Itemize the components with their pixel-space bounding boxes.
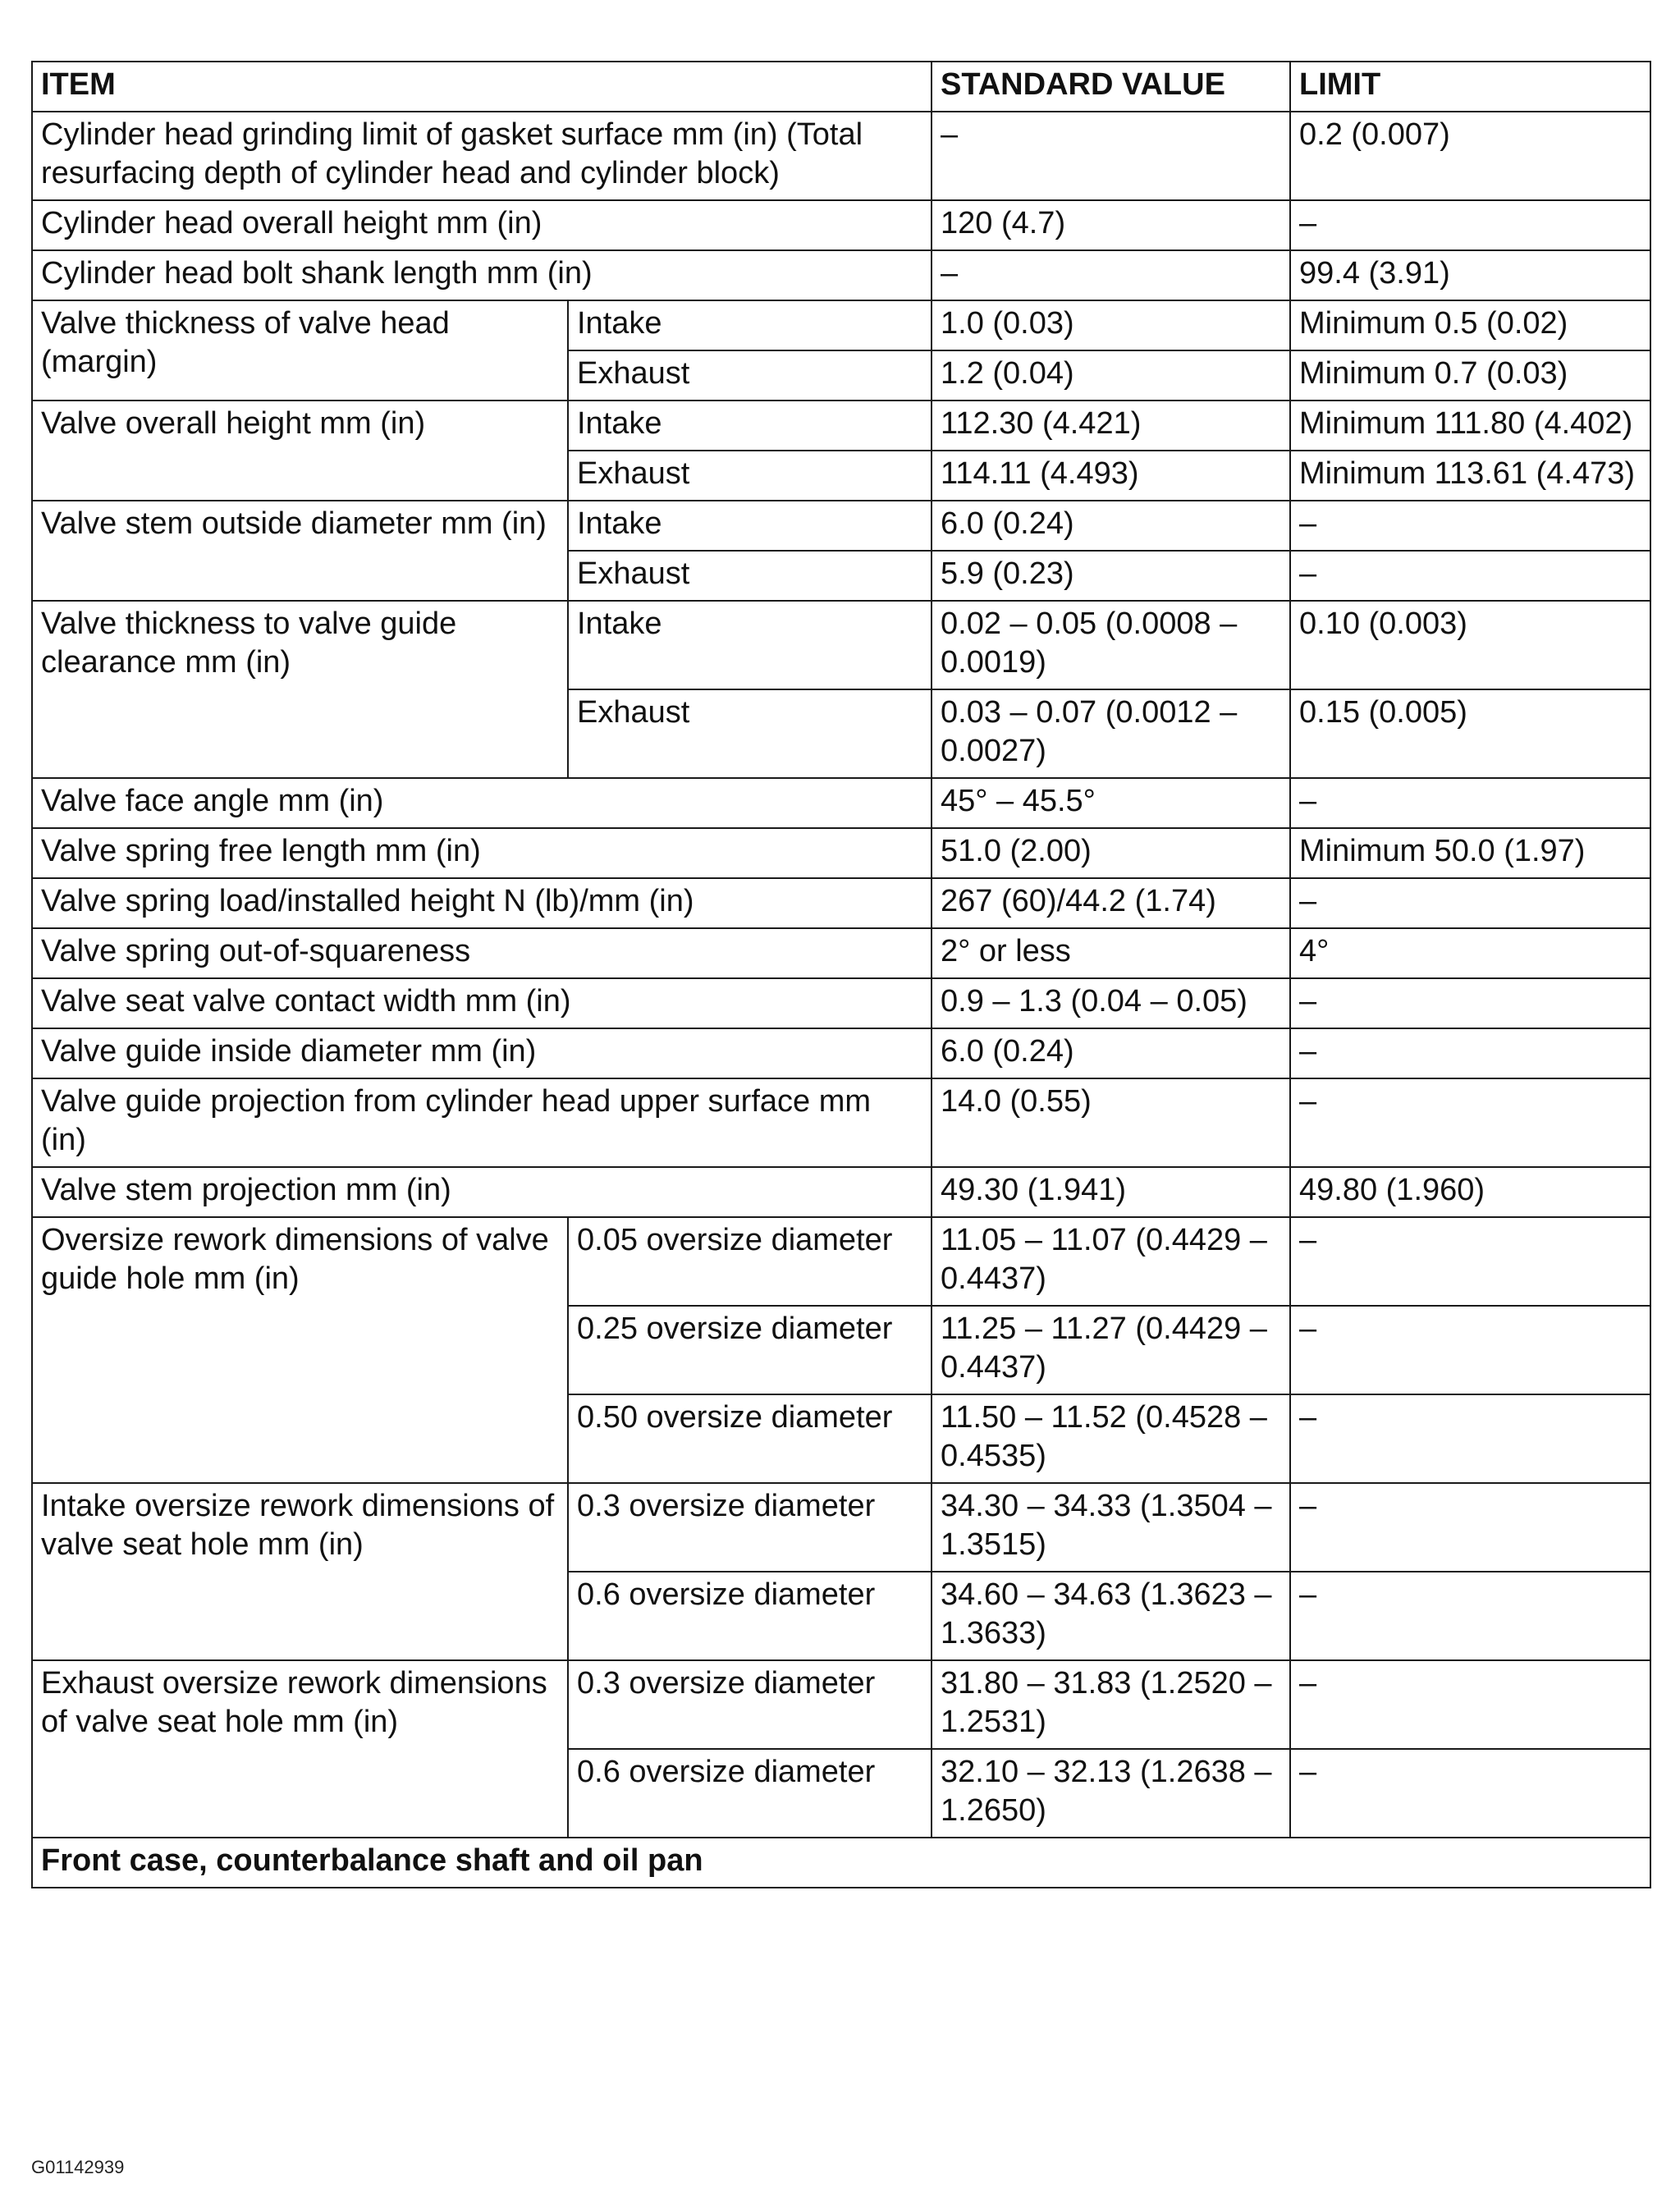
- limit-cell: Minimum 50.0 (1.97): [1290, 828, 1650, 878]
- type-cell: 0.3 oversize diameter: [568, 1483, 932, 1572]
- standard-value-cell: 34.30 – 34.33 (1.3504 – 1.3515): [932, 1483, 1290, 1572]
- limit-cell: –: [1290, 1660, 1650, 1749]
- standard-value-cell: 114.11 (4.493): [932, 451, 1290, 501]
- item-cell: Exhaust oversize rework dimensions of valve seat hole mm (in): [32, 1660, 568, 1838]
- limit-cell: –: [1290, 1483, 1650, 1572]
- limit-cell: –: [1290, 778, 1650, 828]
- table-row: [32, 250, 1650, 300]
- table-row: [32, 778, 1650, 828]
- table-row: [32, 501, 1650, 551]
- limit-cell: –: [1290, 1078, 1650, 1167]
- standard-value-cell: 34.60 – 34.63 (1.3623 – 1.3633): [932, 1572, 1290, 1660]
- standard-value-cell: 0.02 – 0.05 (0.0008 – 0.0019): [932, 601, 1290, 689]
- table-row: [32, 878, 1650, 928]
- limit-cell: –: [1290, 1394, 1650, 1483]
- table-row: [32, 1217, 1650, 1306]
- type-cell: 0.6 oversize diameter: [568, 1572, 932, 1660]
- type-cell: Exhaust: [568, 551, 932, 601]
- item-cell: Valve guide inside diameter mm (in): [32, 1028, 932, 1078]
- item-cell: Valve spring free length mm (in): [32, 828, 932, 878]
- section-row: [32, 1838, 1650, 1888]
- item-cell: Valve seat valve contact width mm (in): [32, 978, 932, 1028]
- item-cell: Cylinder head bolt shank length mm (in): [32, 250, 932, 300]
- item-cell: Valve spring load/installed height N (lb)/mm (in): [32, 878, 932, 928]
- table-row: [32, 401, 1650, 451]
- limit-cell: –: [1290, 978, 1650, 1028]
- item-cell: Oversize rework dimensions of valve guide hole mm (in): [32, 1217, 568, 1483]
- figure-code: G01142939: [31, 2157, 125, 2177]
- standard-value-cell: –: [932, 250, 1290, 300]
- item-cell: Valve thickness to valve guide clearance mm (in): [32, 601, 568, 778]
- item-cell: Valve overall height mm (in): [32, 401, 568, 501]
- limit-cell: Minimum 111.80 (4.402): [1290, 401, 1650, 451]
- standard-value-cell: 1.2 (0.04): [932, 350, 1290, 401]
- limit-cell: 49.80 (1.960): [1290, 1167, 1650, 1217]
- table-row: [32, 978, 1650, 1028]
- type-cell: 0.50 oversize diameter: [568, 1394, 932, 1483]
- item-cell: Valve thickness of valve head (margin): [32, 300, 568, 401]
- standard-value-cell: 45° – 45.5°: [932, 778, 1290, 828]
- header-row: [32, 62, 1650, 112]
- item-cell: Cylinder head overall height mm (in): [32, 200, 932, 250]
- table-row: [32, 1483, 1650, 1572]
- limit-cell: Minimum 113.61 (4.473): [1290, 451, 1650, 501]
- standard-value-cell: 1.0 (0.03): [932, 300, 1290, 350]
- standard-value-cell: 5.9 (0.23): [932, 551, 1290, 601]
- table-row: [32, 112, 1650, 200]
- standard-value-cell: 267 (60)/44.2 (1.74): [932, 878, 1290, 928]
- table-row: [32, 1028, 1650, 1078]
- type-cell: 0.05 oversize diameter: [568, 1217, 932, 1306]
- standard-value-cell: 120 (4.7): [932, 200, 1290, 250]
- header-limit: LIMIT: [1290, 62, 1650, 112]
- limit-cell: 0.10 (0.003): [1290, 601, 1650, 689]
- standard-value-cell: 112.30 (4.421): [932, 401, 1290, 451]
- table-row: [32, 928, 1650, 978]
- limit-cell: –: [1290, 1749, 1650, 1838]
- limit-cell: Minimum 0.7 (0.03): [1290, 350, 1650, 401]
- standard-value-cell: 32.10 – 32.13 (1.2638 – 1.2650): [932, 1749, 1290, 1838]
- standard-value-cell: 11.50 – 11.52 (0.4528 – 0.4535): [932, 1394, 1290, 1483]
- type-cell: 0.3 oversize diameter: [568, 1660, 932, 1749]
- standard-value-cell: –: [932, 112, 1290, 200]
- type-cell: Intake: [568, 401, 932, 451]
- standard-value-cell: 49.30 (1.941): [932, 1167, 1290, 1217]
- standard-value-cell: 11.05 – 11.07 (0.4429 – 0.4437): [932, 1217, 1290, 1306]
- type-cell: Exhaust: [568, 451, 932, 501]
- type-cell: Exhaust: [568, 350, 932, 401]
- item-cell: Valve guide projection from cylinder head upper surface mm (in): [32, 1078, 932, 1167]
- item-cell: Intake oversize rework dimensions of valve seat hole mm (in): [32, 1483, 568, 1660]
- spec-table: [31, 61, 1651, 1888]
- limit-cell: –: [1290, 501, 1650, 551]
- type-cell: Exhaust: [568, 689, 932, 778]
- item-cell: Valve stem outside diameter mm (in): [32, 501, 568, 601]
- standard-value-cell: 11.25 – 11.27 (0.4429 – 0.4437): [932, 1306, 1290, 1394]
- table-row: [32, 601, 1650, 689]
- limit-cell: Minimum 0.5 (0.02): [1290, 300, 1650, 350]
- limit-cell: –: [1290, 200, 1650, 250]
- type-cell: Intake: [568, 300, 932, 350]
- table-row: [32, 828, 1650, 878]
- table-row: [32, 1167, 1650, 1217]
- standard-value-cell: 31.80 – 31.83 (1.2520 – 1.2531): [932, 1660, 1290, 1749]
- header-item: ITEM: [32, 62, 932, 112]
- table-row: [32, 1078, 1650, 1167]
- type-cell: Intake: [568, 601, 932, 689]
- item-cell: Valve stem projection mm (in): [32, 1167, 932, 1217]
- type-cell: 0.6 oversize diameter: [568, 1749, 932, 1838]
- limit-cell: 0.15 (0.005): [1290, 689, 1650, 778]
- limit-cell: –: [1290, 1217, 1650, 1306]
- limit-cell: 99.4 (3.91): [1290, 250, 1650, 300]
- header-standard-value: STANDARD VALUE: [932, 62, 1290, 112]
- standard-value-cell: 6.0 (0.24): [932, 1028, 1290, 1078]
- standard-value-cell: 51.0 (2.00): [932, 828, 1290, 878]
- standard-value-cell: 14.0 (0.55): [932, 1078, 1290, 1167]
- limit-cell: –: [1290, 1306, 1650, 1394]
- type-cell: Intake: [568, 501, 932, 551]
- limit-cell: 0.2 (0.007): [1290, 112, 1650, 200]
- item-cell: Valve spring out-of-squareness: [32, 928, 932, 978]
- section-heading: Front case, counterbalance shaft and oil pan: [32, 1838, 1650, 1888]
- type-cell: 0.25 oversize diameter: [568, 1306, 932, 1394]
- table-row: [32, 300, 1650, 350]
- limit-cell: –: [1290, 1572, 1650, 1660]
- item-cell: Cylinder head grinding limit of gasket surface mm (in) (Total resurfacing depth of cylinder head and cylinder block): [32, 112, 932, 200]
- standard-value-cell: 0.03 – 0.07 (0.0012 – 0.0027): [932, 689, 1290, 778]
- limit-cell: –: [1290, 1028, 1650, 1078]
- standard-value-cell: 0.9 – 1.3 (0.04 – 0.05): [932, 978, 1290, 1028]
- limit-cell: –: [1290, 551, 1650, 601]
- standard-value-cell: 2° or less: [932, 928, 1290, 978]
- limit-cell: –: [1290, 878, 1650, 928]
- standard-value-cell: 6.0 (0.24): [932, 501, 1290, 551]
- item-cell: Valve face angle mm (in): [32, 778, 932, 828]
- table-row: [32, 1660, 1650, 1749]
- spec-table-body: [32, 112, 1650, 1888]
- limit-cell: 4°: [1290, 928, 1650, 978]
- table-row: [32, 200, 1650, 250]
